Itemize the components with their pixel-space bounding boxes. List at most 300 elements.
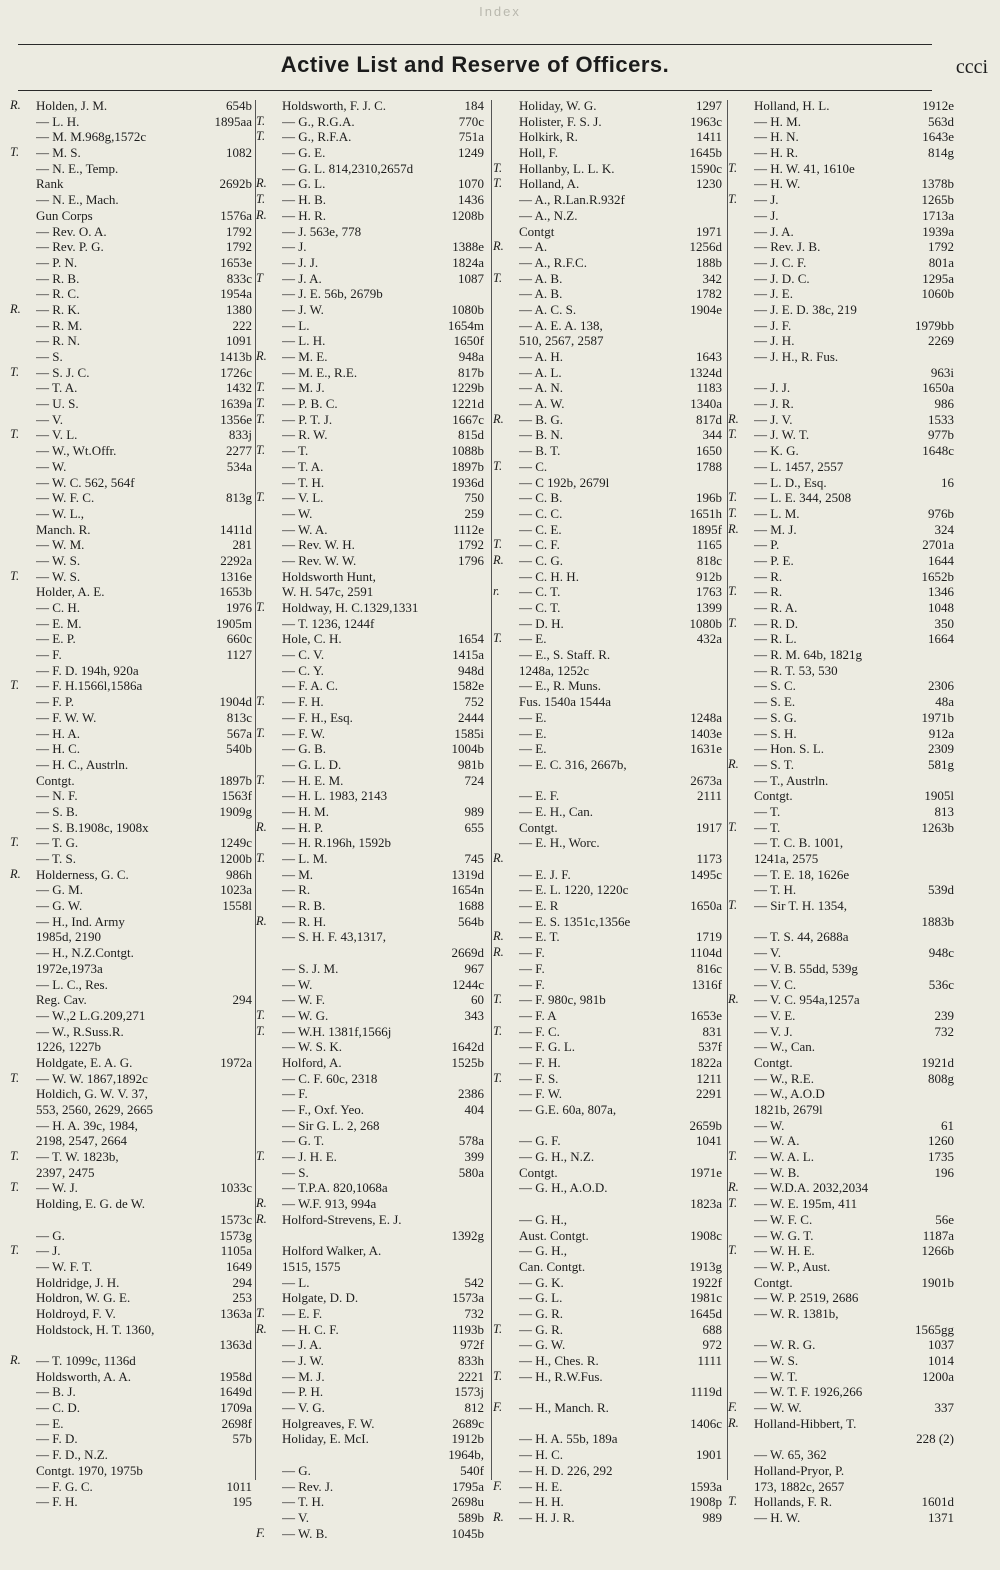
entry-name: — W. L., bbox=[36, 505, 85, 521]
index-entry bbox=[256, 1463, 490, 1479]
index-column-2 bbox=[256, 98, 490, 1541]
index-entry bbox=[256, 333, 490, 349]
entry-reference: 1346 bbox=[928, 584, 954, 600]
entry-marker: T. bbox=[10, 835, 20, 850]
index-entry bbox=[728, 788, 960, 804]
index-entry bbox=[10, 490, 258, 506]
entry-name: — H. R. bbox=[754, 145, 799, 161]
entry-name: — A., N.Z. bbox=[519, 207, 578, 223]
index-entry bbox=[10, 161, 258, 177]
index-entry bbox=[728, 616, 960, 632]
index-entry bbox=[493, 584, 728, 600]
entry-reference: 1415a bbox=[452, 647, 484, 663]
entry-name: Holdway, H. C.1329,1331 bbox=[282, 600, 419, 615]
entry-reference: 1642d bbox=[451, 1039, 484, 1055]
index-entry bbox=[256, 1290, 490, 1306]
index-entry bbox=[493, 1039, 728, 1055]
entry-name: — Rev. J. bbox=[282, 1478, 334, 1494]
entry-name: Holland, H. L. bbox=[754, 98, 830, 113]
entry-reference: 1249 bbox=[458, 145, 484, 161]
index-entry bbox=[493, 678, 728, 694]
entry-name: — A. B. bbox=[519, 286, 563, 302]
ghost-top-text: Index bbox=[479, 4, 521, 19]
entry-name: — R. H. bbox=[282, 913, 327, 929]
entry-reference: 1912b bbox=[451, 1431, 484, 1447]
entry-reference: 567a bbox=[226, 725, 252, 741]
entry-name: — E. M. bbox=[36, 615, 82, 631]
entry-name: Holdsworth Hunt, bbox=[282, 568, 376, 584]
index-entry bbox=[10, 1008, 258, 1024]
entry-marker: R. bbox=[256, 819, 267, 834]
entry-reference: 1041 bbox=[696, 1133, 722, 1149]
entry-name: — G. F. bbox=[519, 1133, 561, 1149]
entry-reference: 57b bbox=[232, 1431, 252, 1447]
entry-name: — P. B. C. bbox=[282, 396, 338, 412]
entry-reference: 2673a bbox=[690, 772, 722, 788]
entry-reference: 1297 bbox=[696, 98, 722, 113]
entry-reference: 60 bbox=[471, 992, 484, 1008]
entry-name: — J. W. bbox=[282, 301, 324, 317]
entry-marker: R. bbox=[493, 552, 504, 567]
entry-reference: 1221d bbox=[451, 396, 484, 412]
entry-reference: 1080b bbox=[689, 615, 722, 631]
entry-reference: 1645b bbox=[689, 145, 722, 161]
index-entry bbox=[256, 1008, 490, 1024]
entry-name: — H. E. bbox=[519, 1478, 563, 1494]
index-entry bbox=[728, 898, 960, 914]
index-entry bbox=[728, 145, 960, 161]
entry-reference: 1649 bbox=[226, 1258, 252, 1274]
entry-name: — T. H. bbox=[282, 474, 325, 490]
entry-reference: 1912e bbox=[922, 98, 954, 113]
entry-name: — F. bbox=[282, 1086, 308, 1102]
entry-name: Holder, A. E. bbox=[36, 584, 105, 600]
index-entry bbox=[256, 1243, 490, 1259]
entry-reference: 1904e bbox=[690, 301, 722, 317]
index-entry bbox=[728, 443, 960, 459]
entry-name: W. H. 547c, 2591 bbox=[282, 584, 374, 600]
entry-name: — S. bbox=[36, 349, 63, 364]
entry-marker: T. bbox=[493, 992, 503, 1007]
entry-name: — T. S. 44, 2688a bbox=[754, 929, 849, 945]
entry-name: Rank bbox=[36, 176, 64, 192]
entry-name: — C. V. bbox=[282, 647, 325, 663]
entry-reference: 343 bbox=[464, 1007, 484, 1023]
entry-name: — C. H. H. bbox=[519, 568, 579, 584]
index-entry bbox=[728, 945, 960, 961]
entry-marker: T. bbox=[256, 1149, 266, 1164]
entry-reference: 1897b bbox=[451, 458, 484, 474]
entry-name: — J. A. bbox=[282, 1337, 322, 1353]
index-entry bbox=[10, 647, 258, 663]
entry-reference: 1406c bbox=[690, 1415, 722, 1431]
entry-reference: 1088b bbox=[451, 443, 484, 459]
entry-reference: 1645d bbox=[689, 1305, 722, 1321]
entry-name: — E. T. bbox=[519, 929, 560, 945]
index-entry bbox=[728, 992, 960, 1008]
entry-name: — W. S. K. bbox=[282, 1039, 342, 1055]
index-entry bbox=[728, 522, 960, 538]
index-entry bbox=[256, 851, 490, 867]
index-entry bbox=[10, 271, 258, 287]
entry-marker: T. bbox=[493, 1321, 503, 1336]
entry-name: Fus. 1540a 1544a bbox=[519, 694, 612, 710]
entry-marker: T. bbox=[256, 851, 266, 865]
entry-name: — Rev. P. G. bbox=[36, 239, 104, 255]
entry-marker: T. bbox=[728, 819, 738, 834]
entry-reference: 814g bbox=[928, 145, 954, 161]
entry-name: — H. M. bbox=[282, 803, 329, 819]
index-entry bbox=[493, 1463, 728, 1479]
index-entry bbox=[10, 945, 258, 961]
index-entry bbox=[256, 867, 490, 883]
index-entry bbox=[493, 365, 728, 381]
entry-name: — T. C. B. 1001, bbox=[754, 835, 844, 851]
entry-name: — B. G. bbox=[519, 411, 564, 427]
entry-name: — E. C. 316, 2667b, bbox=[519, 756, 627, 772]
entry-reference: 2221 bbox=[458, 1368, 484, 1384]
index-entry bbox=[256, 145, 490, 161]
index-entry bbox=[493, 788, 728, 804]
index-entry bbox=[10, 726, 258, 742]
index-entry bbox=[728, 804, 960, 820]
entry-reference: 1650a bbox=[922, 380, 954, 396]
entry-marker: T. bbox=[493, 160, 503, 175]
index-entry bbox=[10, 788, 258, 804]
index-entry bbox=[728, 1228, 960, 1244]
entry-name: — R. T. 53, 530 bbox=[754, 662, 838, 678]
index-entry bbox=[493, 286, 728, 302]
entry-marker: T. bbox=[256, 396, 266, 411]
entry-marker: r. bbox=[493, 584, 500, 599]
entry-reference: 253 bbox=[232, 1290, 252, 1306]
index-entry bbox=[10, 1055, 258, 1071]
entry-reference: 1411 bbox=[696, 129, 722, 145]
entry-name: — J. bbox=[36, 1243, 61, 1259]
entry-name: — H., Ches. R. bbox=[519, 1353, 599, 1368]
index-entry bbox=[728, 820, 960, 836]
entry-name: — F. H.1566l,1586a bbox=[36, 678, 143, 694]
entry-name: — C. D. bbox=[36, 1400, 81, 1416]
entry-reference: 342 bbox=[702, 270, 722, 286]
entry-reference: 1230 bbox=[696, 176, 722, 192]
entry-marker: F. bbox=[493, 1400, 503, 1415]
entry-name: — L. bbox=[282, 317, 310, 333]
entry-name: — W. E. 195m, 411 bbox=[754, 1196, 858, 1212]
entry-name: Holdroyd, F. V. bbox=[36, 1305, 116, 1321]
entry-name: — W. T. bbox=[754, 1368, 798, 1384]
entry-name: — C. F. bbox=[519, 537, 560, 553]
index-entry bbox=[256, 1086, 490, 1102]
entry-name: — R. B. bbox=[36, 270, 80, 286]
top-rule bbox=[18, 44, 932, 45]
entry-reference: 1573a bbox=[452, 1290, 484, 1306]
index-entry bbox=[10, 1431, 258, 1447]
entry-marker: T. bbox=[493, 458, 503, 473]
entry-name: — W. S. bbox=[754, 1353, 799, 1368]
entry-marker: T. bbox=[256, 772, 266, 787]
entry-reference: 1909g bbox=[219, 803, 252, 819]
index-entry bbox=[493, 710, 728, 726]
entry-name: — G. L. D. bbox=[282, 756, 342, 772]
entry-marker: R. bbox=[493, 851, 504, 865]
entry-reference: 912a bbox=[928, 725, 954, 741]
index-entry bbox=[493, 1008, 728, 1024]
entry-reference: 1653e bbox=[220, 254, 252, 270]
entry-reference: 1788 bbox=[696, 458, 722, 474]
entry-marker: R. bbox=[493, 929, 504, 944]
entry-name: — S. J. M. bbox=[282, 960, 339, 976]
index-entry bbox=[493, 114, 728, 130]
index-entry bbox=[728, 208, 960, 224]
entry-name: — W. G. T. bbox=[754, 1227, 814, 1243]
entry-name: — V. bbox=[282, 1509, 309, 1525]
entry-reference: 989 bbox=[464, 803, 484, 819]
entry-name: — H. A. 39c, 1984, bbox=[36, 1117, 138, 1133]
entry-name: — C. B. bbox=[519, 490, 563, 506]
entry-name: — J. F. bbox=[754, 317, 792, 333]
entry-name: — H. C. F. bbox=[282, 1321, 339, 1337]
index-entry bbox=[728, 678, 960, 694]
entry-name: — H. W. 41, 1610e bbox=[754, 160, 855, 176]
index-entry bbox=[10, 1447, 258, 1463]
entry-name: — W. A. bbox=[754, 1133, 800, 1149]
entry-name: — H. C. bbox=[519, 1447, 564, 1463]
entry-name: Holden, J. M. bbox=[36, 98, 108, 113]
index-entry bbox=[728, 741, 960, 757]
index-entry bbox=[728, 412, 960, 428]
entry-name: — E. bbox=[519, 741, 547, 757]
entry-marker: T. bbox=[728, 1494, 738, 1509]
index-entry bbox=[493, 1447, 728, 1463]
index-entry bbox=[493, 663, 728, 679]
entry-reference: 2659b bbox=[689, 1117, 722, 1133]
entry-reference: 2444 bbox=[458, 709, 484, 725]
entry-name: — A. B. bbox=[519, 270, 563, 286]
entry-name: — B. T. bbox=[519, 443, 561, 459]
index-entry bbox=[728, 1024, 960, 1040]
entry-name: — S. E. bbox=[754, 694, 796, 710]
index-entry bbox=[493, 1071, 728, 1087]
entry-reference: 228 (2) bbox=[916, 1431, 954, 1447]
index-entry bbox=[10, 1180, 258, 1196]
entry-name: — V. J. bbox=[754, 1023, 793, 1039]
index-entry bbox=[728, 726, 960, 742]
index-entry bbox=[493, 1055, 728, 1071]
entry-reference: 833c bbox=[226, 270, 252, 286]
index-entry bbox=[256, 537, 490, 553]
index-entry bbox=[728, 1384, 960, 1400]
index-entry bbox=[728, 490, 960, 506]
entry-marker: T. bbox=[256, 380, 266, 395]
entry-reference: 1165 bbox=[696, 537, 722, 553]
entry-reference: 1824a bbox=[452, 254, 484, 270]
entry-name: — W. P. 2519, 2686 bbox=[754, 1290, 859, 1306]
entry-reference: 1229b bbox=[451, 380, 484, 396]
entry-name: Holister, F. S. J. bbox=[519, 113, 602, 129]
entry-reference: 1709a bbox=[220, 1400, 252, 1416]
entry-name: — E. F. bbox=[519, 788, 560, 804]
index-entry bbox=[256, 396, 490, 412]
entry-reference: 801a bbox=[928, 254, 954, 270]
index-entry bbox=[728, 506, 960, 522]
entry-reference: 536c bbox=[928, 976, 954, 992]
entry-marker: F. bbox=[728, 1400, 738, 1415]
entry-marker: T. bbox=[728, 192, 738, 207]
entry-reference: 537f bbox=[698, 1039, 722, 1055]
index-entry bbox=[493, 349, 728, 365]
entry-reference: 816c bbox=[696, 960, 722, 976]
entry-name: — W. S. bbox=[36, 568, 81, 584]
entry-name: Holdridge, J. H. bbox=[36, 1274, 120, 1290]
entry-name: — J. V. bbox=[754, 411, 793, 427]
index-entry bbox=[10, 1071, 258, 1087]
entry-name: — E. S. 1351c,1356e bbox=[519, 913, 631, 929]
entry-reference: 1080b bbox=[451, 301, 484, 317]
index-entry bbox=[728, 1259, 960, 1275]
index-entry bbox=[10, 522, 258, 538]
entry-name: Contgt. bbox=[36, 772, 75, 788]
entry-reference: 986 bbox=[934, 396, 954, 412]
entry-name: — J. J. bbox=[282, 254, 319, 270]
index-entry bbox=[728, 867, 960, 883]
index-entry bbox=[728, 929, 960, 945]
index-entry bbox=[728, 1071, 960, 1087]
index-entry bbox=[256, 1447, 490, 1463]
entry-reference: 986h bbox=[226, 866, 252, 882]
entry-marker: T. bbox=[256, 129, 266, 144]
entry-name: — Rev. O. A. bbox=[36, 223, 107, 239]
entry-reference: 813g bbox=[226, 490, 252, 506]
entry-name: Holgreaves, F. W. bbox=[282, 1415, 375, 1431]
entry-reference: 563d bbox=[928, 113, 954, 129]
index-entry bbox=[256, 678, 490, 694]
entry-name: — P. H. bbox=[282, 1384, 324, 1400]
entry-name: Holland-Hibbert, T. bbox=[754, 1415, 857, 1431]
index-entry bbox=[256, 192, 490, 208]
entry-name: — W. T. F. 1926,266 bbox=[754, 1384, 863, 1400]
index-entry bbox=[728, 427, 960, 443]
entry-name: — W. B. bbox=[282, 1525, 328, 1541]
entry-name: — V. G. bbox=[282, 1400, 325, 1416]
index-entry bbox=[493, 459, 728, 475]
entry-reference: 812 bbox=[464, 1400, 484, 1416]
entry-reference: 1070 bbox=[458, 176, 484, 192]
index-entry bbox=[10, 804, 258, 820]
entry-name: — F. A bbox=[519, 1007, 557, 1023]
entry-reference: 1897b bbox=[219, 772, 252, 788]
entry-reference: 833j bbox=[228, 427, 252, 443]
index-entry bbox=[728, 851, 960, 867]
entry-marker: T. bbox=[256, 1023, 266, 1038]
entry-name: — G.E. 60a, 807a, bbox=[519, 1102, 617, 1117]
entry-reference: 61 bbox=[941, 1117, 954, 1133]
entry-marker: T. bbox=[728, 427, 738, 442]
entry-reference: 1565gg bbox=[915, 1321, 954, 1337]
index-entry bbox=[10, 443, 258, 459]
index-entry bbox=[10, 1369, 258, 1385]
index-entry bbox=[493, 192, 728, 208]
index-entry bbox=[728, 475, 960, 491]
index-entry bbox=[728, 1479, 960, 1495]
entry-name: — F. G. L. bbox=[519, 1039, 576, 1055]
entry-name: — R. W. bbox=[282, 427, 328, 443]
entry-reference: 1119d bbox=[690, 1384, 722, 1400]
index-entry bbox=[256, 631, 490, 647]
index-entry bbox=[256, 255, 490, 271]
entry-name: — F. W. bbox=[519, 1086, 563, 1102]
entry-reference: 1901 bbox=[696, 1447, 722, 1463]
index-entry bbox=[10, 427, 258, 443]
entry-name: — J. A. bbox=[754, 223, 794, 239]
entry-reference: 1972a bbox=[220, 1054, 252, 1070]
entry-name: — W. H. E. bbox=[754, 1243, 815, 1259]
entry-name: — H. A. 55b, 189a bbox=[519, 1431, 618, 1447]
entry-name: — G. B. bbox=[282, 741, 327, 757]
entry-reference: 1905l bbox=[924, 788, 954, 804]
index-entry bbox=[728, 176, 960, 192]
index-entry bbox=[728, 380, 960, 396]
entry-reference: 589b bbox=[458, 1509, 484, 1525]
entry-reference: 1183 bbox=[696, 380, 722, 396]
index-entry bbox=[728, 1306, 960, 1322]
entry-name: 2198, 2547, 2664 bbox=[36, 1133, 127, 1149]
entry-name: — J. A. bbox=[282, 270, 322, 286]
entry-name: — T. S. bbox=[36, 851, 76, 866]
entry-name: 1985d, 2190 bbox=[36, 929, 101, 945]
entry-reference: 1976 bbox=[226, 600, 252, 615]
index-entry bbox=[10, 506, 258, 522]
index-entry bbox=[256, 710, 490, 726]
entry-name: — R. A. bbox=[754, 600, 798, 615]
entry-reference: 350 bbox=[934, 615, 954, 631]
index-column-3 bbox=[493, 98, 728, 1525]
entry-name: — N. F. bbox=[36, 788, 78, 804]
entry-reference: 1266b bbox=[921, 1243, 954, 1259]
entry-reference: 578a bbox=[458, 1133, 484, 1149]
entry-name: — F. D. 194h, 920a bbox=[36, 662, 139, 678]
entry-name: — C. C. bbox=[519, 505, 563, 521]
index-entry bbox=[728, 977, 960, 993]
entry-name: — H. D. 226, 292 bbox=[519, 1462, 613, 1478]
index-entry bbox=[10, 616, 258, 632]
index-entry bbox=[256, 1322, 490, 1338]
entry-reference: 724 bbox=[464, 772, 484, 788]
entry-marker: T. bbox=[256, 443, 266, 458]
entry-name: — F. W. W. bbox=[36, 709, 97, 725]
index-entry bbox=[256, 522, 490, 538]
index-entry bbox=[493, 647, 728, 663]
header-rule bbox=[18, 90, 932, 91]
entry-reference: 655 bbox=[464, 819, 484, 835]
entry-reference: 1667c bbox=[452, 411, 484, 427]
entry-name: — W. R. 1381b, bbox=[754, 1305, 839, 1321]
index-entry bbox=[10, 1118, 258, 1134]
entry-marker: R. bbox=[256, 207, 267, 222]
entry-name: — E., S. Staff. R. bbox=[519, 647, 611, 663]
entry-reference: 1380 bbox=[226, 301, 252, 317]
index-entry bbox=[493, 1369, 728, 1385]
index-entry bbox=[493, 208, 728, 224]
entry-marker: T bbox=[256, 270, 263, 285]
entry-name: — N. E., Mach. bbox=[36, 192, 119, 208]
index-entry bbox=[493, 427, 728, 443]
entry-name: — R. bbox=[282, 882, 311, 898]
entry-marker: T. bbox=[728, 898, 738, 913]
entry-reference: 2309 bbox=[928, 741, 954, 757]
entry-name: — W. M. bbox=[36, 537, 85, 553]
entry-marker: R. bbox=[728, 1415, 739, 1430]
